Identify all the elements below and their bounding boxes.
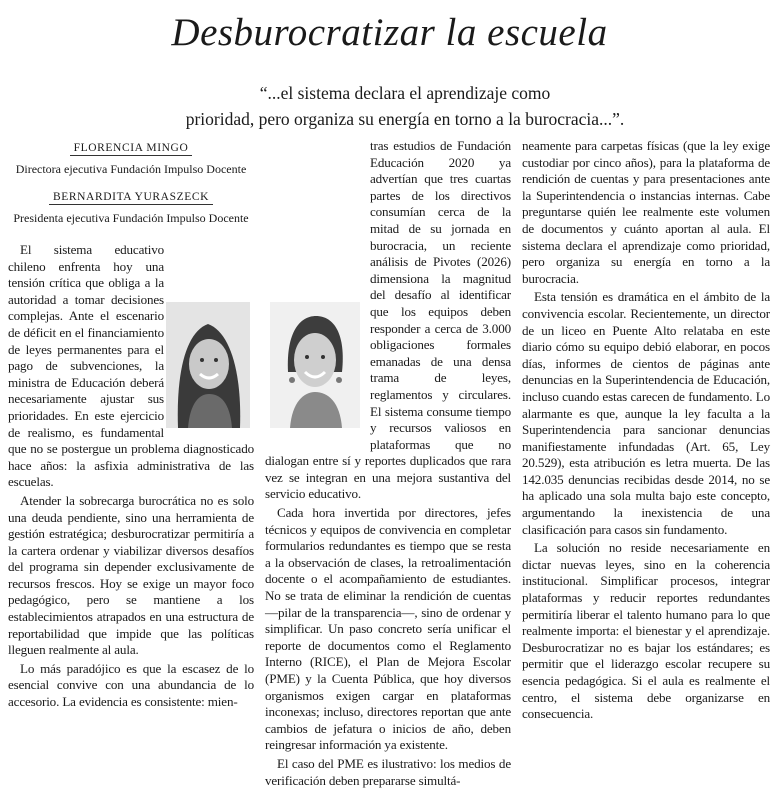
author-name-2: BERNARDITA YURASZECK — [49, 191, 213, 205]
author-role-2: Presidenta ejecutiva Fundación Impulso Docente — [13, 211, 249, 225]
photo-spacer — [265, 288, 370, 440]
pull-quote-line-1: “...el sistema declara el aprendizaje como — [259, 83, 551, 103]
col2-paragraph-2: Cada hora invertida por directores, jefes técnicos y equipos de convivencia en completar formularios redundantes es tiempo que se resta a la observación de clases, la retroalimentación docente o el acompañamiento de estudiantes. No se trata de eliminar la rendición de cuentas —pilar de la transparencia—, sino de ordenar y simplificar. Un paso concreto sería unificar el reporte de documentos como el Reglamento Interno (RICE), el Plan de Mejora Escolar (PME) y la Cuenta Pública, que hoy diversos organismos exigen cargar en plataformas inconexas; incluso, directores reportan que ante cambios de jefatura o inicios de año, deben reingresar información ya existente. — [265, 505, 511, 753]
photo-spacer — [164, 242, 254, 428]
article-title: Desburocratizar la escuela — [171, 11, 608, 54]
col3-paragraph-3: La solución no reside necesariamente en dictar nuevas leyes, sino en la coherencia institucional. Simplificar procesos, integrar plataformas y reducir reportes redundantes permitiría liberar el talento humano para lo que realmente importa: el bienestar y el aprendizaje. Desburocratizar no es bajar los estándares; es permitir que el liderazgo escolar recupere su esencia pedagógica. Si el aula es realmente el centro, el sistema debe organizarse en consecuencia. — [522, 540, 770, 722]
col2-paragraph-1 — [265, 138, 511, 503]
column-1 — [8, 242, 254, 711]
pull-quote — [170, 80, 640, 132]
author-block — [8, 138, 254, 236]
col1-paragraph-2: Atender la sobrecarga burocrática no es solo una deuda pendiente, sino una herramienta de gestión estratégica; desburocratizar permitiría a la cartera ordenar y viabilizar diversos desafíos del programa sin depender exclusivamente de recursos frescos. Hoy se exige un mayor foco pedagógico, pero se mantiene a los establecimientos atrapados en una estructura de reportabilidad que impide que las políticas lleguen realmente al aula. — [8, 492, 254, 658]
col1-paragraph-1-text: El sistema educativo chileno enfrenta hoy una tensión crítica que obliga a la autoridad a tomar decisiones complejas. Ante el escenario de déficit en el financiamiento de leyes permanentes para el pago de subvenciones, la ministra de Educación deberá necesariamente ajustar sus prioridades. En este ejercicio de realismo, es fundamental que no se postergue un problema diagnosticado hace años: la asfixia administrativa de las escuelas. — [8, 242, 254, 490]
col3-paragraph-1: neamente para carpetas físicas (que la ley exige custodiar por cinco años), para la plataforma de rendición de cuentas y para presentaciones ante la Superintendencia o instancias internas. Cabe preguntarse quién lee realmente este volumen de documentos y cuánto aportan al aula. El sistema declara el aprendizaje como prioridad, pero organiza su energía en torno a la burocracia. — [522, 138, 770, 286]
column-3 — [522, 138, 770, 723]
author-role-1: Directora ejecutiva Fundación Impulso Docente — [15, 162, 247, 176]
col3-paragraph-2: Esta tensión es dramática en el ámbito de la convivencia escolar. Recientemente, un director de un liceo en Puente Alto relataba en este diario cómo su equipo debió elaborar, en pocos días, informes de cientos de páginas ante denuncias en la Superintendencia de Educación, incluso cuando estas carecen de fundamento. Lo alarmante es que, aunque la ley faculta a la Superintendencia para sancionar denuncias manifiestamente infundadas (Art. 65, Ley 20.529), esta atribución es letra muerta. De las 142.035 denuncias recibidas desde 2014, no se ha aplicado una sola multa bajo este concepto, argumentando la inexistencia de una clasificación para casos sin fundamento. — [522, 289, 770, 537]
col1-paragraph-1 — [8, 242, 254, 491]
pull-quote-line-2: prioridad, pero organiza su energía en torno a la burocracia...”. — [185, 109, 625, 129]
col2-paragraph-1-text: tras estudios de Fundación Educación 2020 ya advertían que tres cuartas partes de los directivos consumían cerca de la mitad de su jornada en burocracia, un reciente análisis de Pivotes (2026) dimensiona la magnitud del desafío al identificar que los equipos deben responder a cerca de 3.000 obligaciones formales emanadas de una densa trama de leyes, reglamentos y circulares. El sistema consume tiempo y recursos valiosos en plataformas que no dialogan entre sí y reportes duplicados que rara vez se integran en una mejora sustantiva del servicio educativo. — [265, 138, 511, 502]
column-2 — [265, 138, 511, 789]
author-name-1: FLORENCIA MINGO — [70, 142, 193, 156]
col1-paragraph-3: Lo más paradójico es que la escasez de lo esencial convive con una abundancia de lo accesorio. La evidencia es consistente: mien- — [8, 660, 254, 710]
col2-paragraph-3: El caso del PME es ilustrativo: los medios de verificación deben prepararse simultá- — [265, 755, 511, 788]
